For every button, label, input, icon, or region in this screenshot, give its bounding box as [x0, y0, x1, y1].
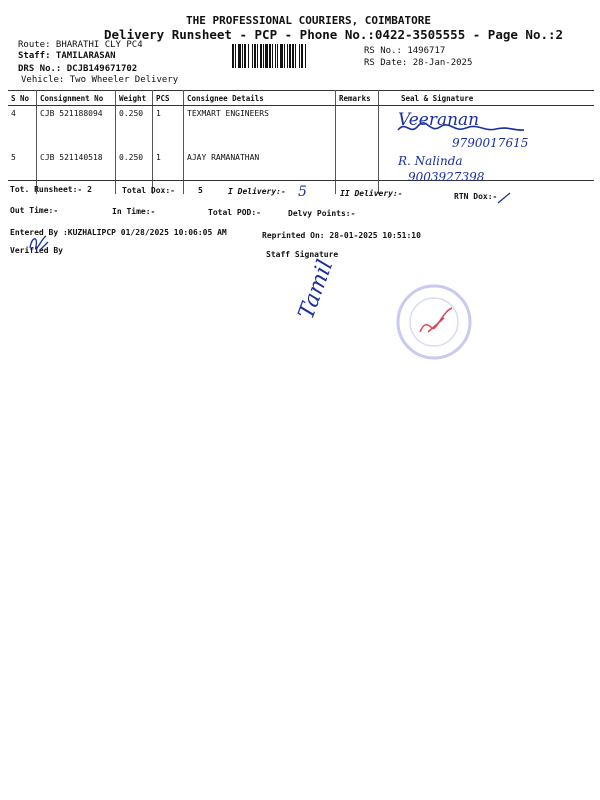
signature-phone: 9790017615 — [452, 136, 529, 150]
staff: Staff: TAMILARASAN — [18, 51, 116, 61]
reprinted-on: Reprinted On: 28-01-2025 10:51:10 — [262, 231, 421, 240]
cell-consignment: CJB 521140518 — [37, 150, 116, 194]
cell-remarks — [336, 150, 379, 194]
col-consignee: Consignee Details — [184, 91, 336, 106]
tot-runsheet: Tot. Runsheet:- 2 — [10, 185, 92, 194]
col-sno: S No — [8, 91, 37, 106]
signature-handwriting: R. Nalinda — [398, 154, 463, 168]
cell-weight: 0.250 — [116, 150, 153, 194]
col-pcs: PCS — [153, 91, 184, 106]
cell-pcs: 1 — [153, 150, 184, 194]
office-stamp-icon — [394, 282, 474, 362]
ii-delivery-label: II Delivery:- — [340, 189, 403, 198]
verified-initials — [26, 232, 52, 254]
signature-phone: 9003927398 — [408, 170, 485, 184]
cell-weight: 0.250 — [116, 106, 153, 151]
cell-remarks — [336, 106, 379, 151]
col-consignment: Consignment No — [37, 91, 116, 106]
runsheet-title: Delivery Runsheet - PCP - Phone No.:0422-3505555 - Page No.:2 — [104, 27, 564, 42]
i-delivery-handwritten: 5 — [298, 184, 307, 200]
col-seal-signature: Seal & Signature — [379, 91, 595, 106]
cell-pcs: 1 — [153, 106, 184, 151]
total-pod: Total POD:- — [208, 208, 261, 217]
table-header-row — [8, 91, 594, 106]
delvy-points: Delvy Points:- — [288, 209, 356, 218]
col-remarks: Remarks — [336, 91, 379, 106]
cell-consignee: AJAY RAMANATHAN — [184, 150, 336, 194]
route: Route: BHARATHI CLY PC4 — [18, 40, 143, 50]
rtn-dox-label: RTN Dox:- — [454, 192, 498, 201]
cell-consignment: CJB 521188094 — [37, 106, 116, 151]
i-delivery-label: I Delivery:- — [228, 187, 286, 196]
entered-by: Entered By :KUZHALIPCP 01/28/2025 10:06:05 AM — [10, 228, 227, 237]
total-dox-label: Total Dox:- — [122, 186, 175, 195]
rtn-dox-slash — [496, 191, 512, 205]
cell-sno: 4 — [8, 106, 37, 151]
total-dox-value: 5 — [198, 186, 203, 195]
barcode — [232, 44, 356, 68]
rs-date: RS Date: 28-Jan-2025 — [364, 58, 473, 68]
drs-number: DRS No.: DCJB149671702 — [18, 64, 138, 74]
cell-sno: 5 — [8, 150, 37, 194]
table-bottom-rule — [8, 180, 594, 181]
staff-signature-handwriting: Tamil — [294, 256, 339, 323]
cell-consignee: TEXMART ENGINEERS — [184, 106, 336, 151]
verified-by: Verified By — [10, 246, 63, 255]
signature-scribble — [396, 118, 536, 138]
out-time: Out Time:- — [10, 206, 59, 215]
vehicle: Vehicle: Two Wheeler Delivery — [21, 75, 179, 85]
col-weight: Weight — [116, 91, 153, 106]
company-name: THE PROFESSIONAL COURIERS, COIMBATORE — [186, 14, 432, 27]
signature-handwriting: Veeranan — [398, 110, 480, 130]
in-time: In Time:- — [112, 207, 156, 216]
rs-number: RS No.: 1496717 — [364, 46, 446, 56]
staff-signature-label: Staff Signature — [266, 250, 339, 259]
